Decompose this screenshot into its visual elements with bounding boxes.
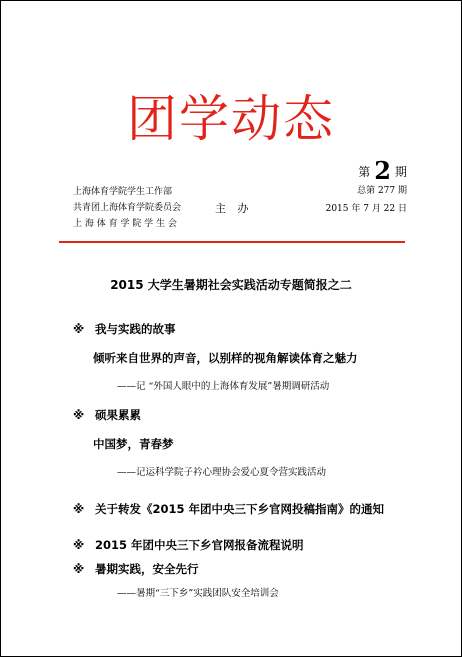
sponsor-item: 上 海 体 育 学 院 学 生 会 bbox=[73, 219, 177, 229]
section-heading bbox=[73, 321, 176, 337]
section-note: ——暑期“三下乡”实践团队安全培训会 bbox=[117, 588, 279, 599]
reference-mark: ※ bbox=[73, 502, 85, 516]
masthead-title: 团学动态 bbox=[127, 90, 335, 148]
section-heading bbox=[73, 501, 384, 517]
issue-number bbox=[358, 156, 407, 185]
section-heading bbox=[73, 407, 141, 423]
section-heading-text: 2015 年团中央三下乡官网报备流程说明 bbox=[95, 538, 304, 552]
section-heading bbox=[73, 537, 304, 553]
issue-prefix: 第 bbox=[358, 165, 371, 179]
section-subtitle: 倾听来自世界的声音，以别样的视角解读体育之魅力 bbox=[93, 351, 358, 365]
reference-mark: ※ bbox=[73, 562, 85, 576]
section-heading-text: 我与实践的故事 bbox=[95, 322, 176, 336]
sponsor-list bbox=[73, 184, 181, 232]
section-heading-text: 关于转发《2015 年团中央三下乡官网投稿指南》的通知 bbox=[95, 502, 385, 516]
issue-number-value: 2 bbox=[374, 156, 391, 185]
sponsor-item: 共青团上海体育学院委员会 bbox=[73, 203, 182, 213]
reference-mark: ※ bbox=[73, 322, 85, 336]
reference-mark: ※ bbox=[73, 538, 85, 552]
issue-suffix: 期 bbox=[394, 165, 407, 179]
reference-mark: ※ bbox=[73, 408, 85, 422]
total-issue: 总第 277 期 bbox=[357, 186, 407, 196]
section-note: ——记 “外国人眼中的上海体育发展”暑期调研活动 bbox=[117, 381, 330, 392]
red-divider bbox=[59, 241, 405, 243]
section-note: ——记运科学院子衿心理协会爱心夏令营实践活动 bbox=[117, 467, 327, 478]
bulletin-title: 2015 大学生暑期社会实践活动专题简报之二 bbox=[110, 278, 352, 292]
publish-date: 2015 年 7 月 22 日 bbox=[325, 204, 407, 214]
sponsor-item: 上海体育学院学生工作部 bbox=[73, 187, 173, 197]
section-heading-text: 暑期实践，安全先行 bbox=[95, 562, 199, 576]
host-label: 主 办 bbox=[215, 202, 253, 215]
section-heading bbox=[73, 561, 199, 577]
section-heading-text: 硕果累累 bbox=[95, 408, 141, 422]
section-subtitle: 中国梦，青春梦 bbox=[93, 437, 174, 451]
